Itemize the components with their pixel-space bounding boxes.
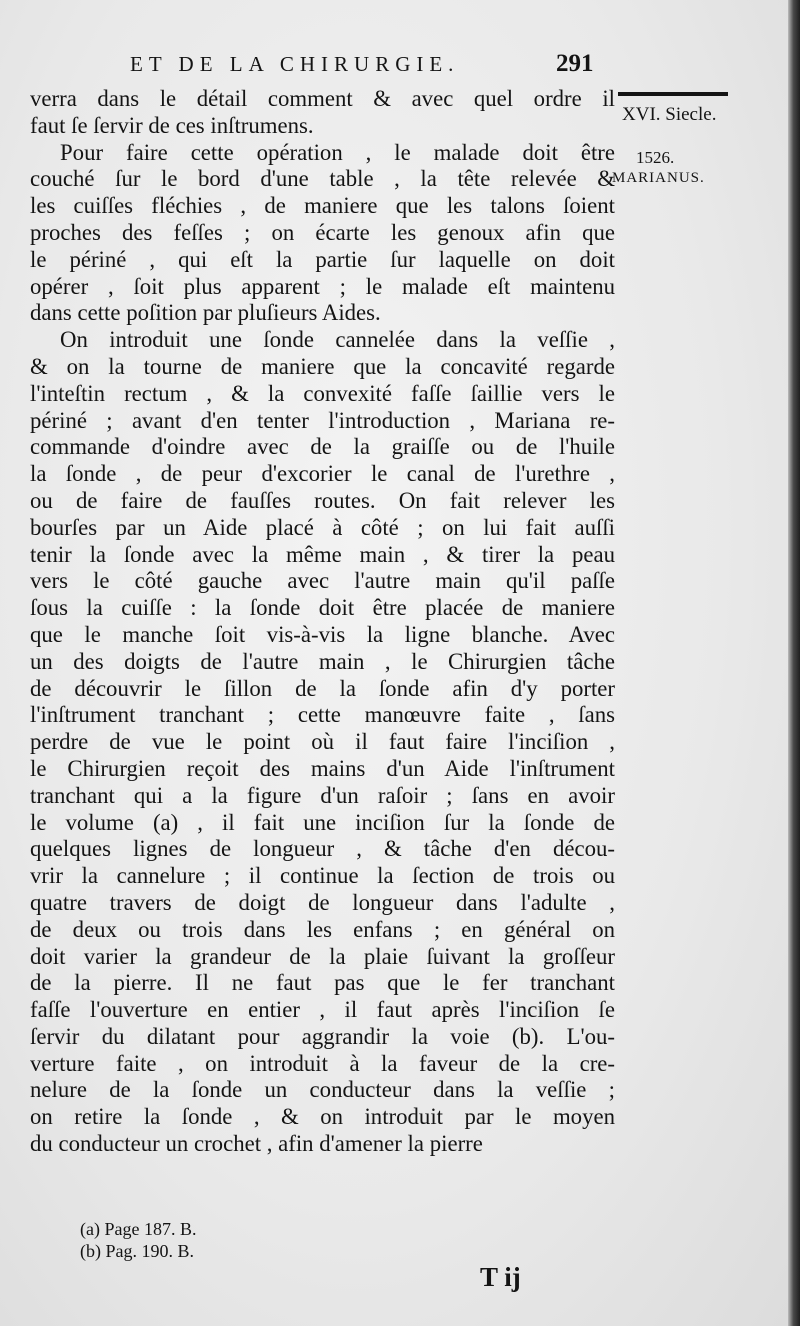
- text-line: le Chirurgien reçoit des mains d'un Aide l'inſtrument: [30, 755, 615, 781]
- text-line: dans cette poſition par pluſieurs Aides.: [30, 300, 381, 326]
- text-line: & on la tourne de maniere que la concavité regarde: [30, 353, 615, 379]
- page-number: 291: [556, 50, 594, 77]
- text-line: les cuiſſes fléchies , de maniere que les talons ſoient: [30, 193, 615, 219]
- text-line: verture faite , on introduit à la faveur de la cre-: [30, 1050, 615, 1076]
- margin-note-year: 1526.: [636, 148, 675, 167]
- text-line: vers le côté gauche avec l'autre main qu'il paſſe: [30, 568, 615, 594]
- text-line: tranchant qui a la figure d'un raſoir ; ſans en avoir: [30, 782, 615, 808]
- paragraph: [30, 86, 615, 140]
- margin-rule: [618, 92, 728, 96]
- text-line: On introduit une ſonde cannelée dans la veſſie ,: [60, 327, 615, 353]
- text-line: on retire la ſonde , & on introduit par le moyen: [30, 1104, 615, 1130]
- text-line: bourſes par un Aide placé à côté ; on lui fait auſſi: [30, 514, 615, 540]
- text-line: périné ; avant d'en tenter l'introduction , Mariana re-: [30, 407, 615, 433]
- text-line: couché ſur le bord d'une table , la tête relevée &: [30, 166, 615, 192]
- text-line: ſervir du dilatant pour aggrandir la voie (b). L'ou-: [30, 1023, 615, 1049]
- text-line: quelques lignes de longueur , & tâche d'en décou-: [30, 836, 615, 862]
- paragraph: [30, 140, 615, 328]
- margin-note-century: XVI. Siecle.: [622, 104, 717, 125]
- running-head: ET DE LA CHIRURGIE.: [130, 52, 460, 76]
- signature-mark: T ij: [480, 1262, 521, 1292]
- book-spine-shadow: [788, 0, 800, 1326]
- text-line: perdre de vue le point où il faut faire l'inciſion ,: [30, 729, 615, 755]
- text-line: de deux ou trois dans les enfans ; en général on: [30, 916, 615, 942]
- text-line: de la pierre. Il ne faut pas que le fer tranchant: [30, 970, 615, 996]
- text-line: ou de faire de fauſſes routes. On fait relever les: [30, 487, 615, 513]
- text-line: verra dans le détail comment & avec quel ordre il: [30, 86, 615, 111]
- footnotes: [80, 1218, 196, 1262]
- text-line: du conducteur un crochet , afin d'amener la pierre: [30, 1131, 483, 1157]
- text-line: la ſonde , de peur d'excorier le canal de l'urethre ,: [30, 461, 615, 487]
- text-line: vrir la cannelure ; il continue la ſection de trois ou: [30, 863, 615, 889]
- text-line: tenir la ſonde avec la même main , & tirer la peau: [30, 541, 615, 567]
- text-line: nelure de la ſonde un conducteur dans la veſſie ;: [30, 1077, 615, 1103]
- text-line: l'inſtrument tranchant ; cette manœuvre faite , ſans: [30, 702, 615, 728]
- text-line: opérer , ſoit plus apparent ; le malade eſt maintenu: [30, 273, 615, 299]
- text-line: doit varier la grandeur de la plaie ſuivant la groſſeur: [30, 943, 615, 969]
- margin-note-author: MARIANUS.: [612, 170, 705, 186]
- text-line: Pour faire cette opération , le malade doit être: [60, 139, 615, 165]
- text-line: ſous la cuiſſe : la ſonde doit être placée de maniere: [30, 595, 615, 621]
- text-line: commande d'oindre avec de la graiſſe ou de l'huile: [30, 434, 615, 460]
- text-line: l'inteſtin rectum , & la convexité faſſe ſaillie vers le: [30, 380, 615, 406]
- text-line: un des doigts de l'autre main , le Chirurgien tâche: [30, 648, 615, 674]
- text-line: le périné , qui eſt la partie ſur laquelle on doit: [30, 246, 615, 272]
- text-line: le volume (a) , il fait une inciſion ſur la ſonde de: [30, 809, 615, 835]
- text-line: faſſe l'ouverture en entier , il faut après l'inciſion ſe: [30, 997, 615, 1023]
- text-line: proches des feſſes ; on écarte les genoux afin que: [30, 219, 615, 245]
- text-line: de découvrir le ſillon de la ſonde afin d'y porter: [30, 675, 615, 701]
- paragraph: [30, 327, 615, 1158]
- text-line: faut ſe ſervir de ces inſtrumens.: [30, 112, 314, 138]
- footnote-a: (a) Page 187. B.: [80, 1219, 197, 1239]
- text-line: que le manche ſoit vis-à-vis la ligne blanche. Avec: [30, 621, 615, 647]
- text-line: quatre travers de doigt de longueur dans l'adulte ,: [30, 889, 615, 915]
- footnote-b: (b) Pag. 190. B.: [80, 1241, 194, 1261]
- body-text: [30, 86, 615, 1158]
